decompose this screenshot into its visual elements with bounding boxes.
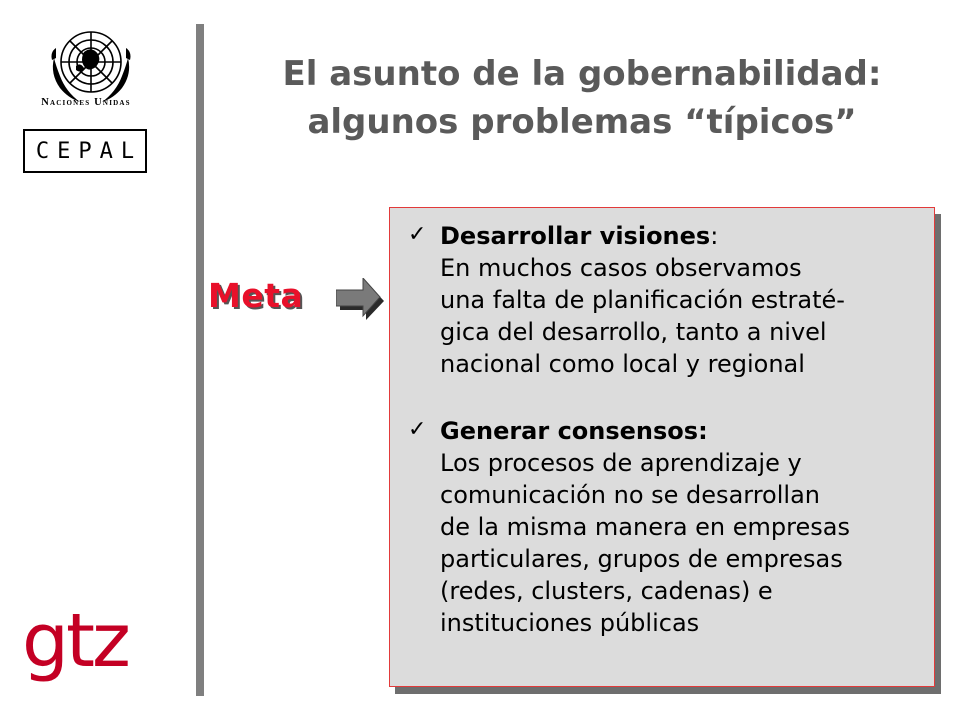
slide-title [214, 50, 950, 146]
item-line: gica del desarrollo, tanto a nivel [440, 318, 827, 346]
item-heading-line [440, 220, 930, 252]
item-line: (redes, clusters, cadenas) e [440, 577, 773, 605]
item-line: particulares, grupos de empresas [440, 545, 843, 573]
checkmark-icon: ✓ [408, 222, 427, 247]
item-line: instituciones públicas [440, 609, 700, 637]
item-text [440, 220, 930, 380]
item-heading: Generar consensos: [440, 417, 708, 445]
item-line: una falta de planificación estraté- [440, 286, 845, 314]
item-heading-suffix: : [710, 222, 719, 250]
item-text [440, 415, 930, 639]
item-line: nacional como local y regional [440, 350, 805, 378]
un-label: Naciones Unidas [41, 97, 131, 108]
item-heading-line [440, 415, 930, 447]
meta-label: Meta [208, 276, 304, 315]
checkmark-icon: ✓ [408, 417, 427, 442]
cepal-logo: CEPAL [23, 129, 147, 173]
item-line: En muchos casos observamos [440, 254, 802, 282]
gtz-logo: gtz [22, 598, 128, 684]
item-line: comunicación no se desarrollan [440, 481, 820, 509]
title-line-2: algunos problemas “típicos” [307, 102, 857, 142]
content-box [389, 207, 935, 687]
vertical-divider [196, 24, 204, 696]
item-line: de la misma manera en empresas [440, 513, 850, 541]
item-line: Los procesos de aprendizaje y [440, 449, 802, 477]
title-line-1: El asunto de la gobernabilidad: [282, 54, 882, 94]
item-heading: Desarrollar visiones [440, 222, 711, 250]
right-arrow-icon [336, 278, 386, 324]
